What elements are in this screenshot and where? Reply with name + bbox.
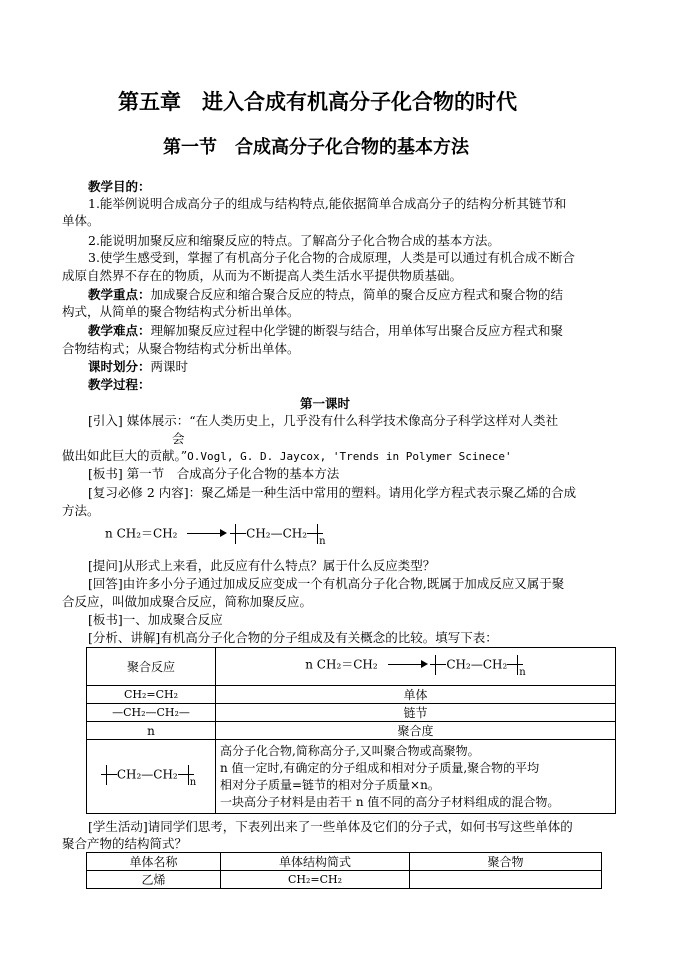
- goal-1-line-2: 单体。: [62, 213, 100, 228]
- row-ethylene-formula: CH₂=CH₂: [221, 871, 410, 889]
- cell-reaction-label: 聚合反应: [87, 648, 216, 686]
- intro-line-1: [引入] 媒体展示：“在人类历史上，几乎没有什么科学技术像高分子科学这样对人类社: [88, 413, 559, 428]
- concept-table: [86, 647, 616, 814]
- difficulties-text: 理解加聚反应过程中化学键的断裂与结合，用单体写出聚合反应方程式和聚: [150, 323, 564, 338]
- key-points: [88, 286, 563, 303]
- answer-line-2: 合反应，叫做加成聚合反应，简称加聚反应。: [62, 594, 313, 609]
- difficulties: [88, 322, 563, 339]
- eq-degree: n: [319, 535, 326, 547]
- polymerization-equation: [105, 524, 326, 547]
- cell-polymer-description: [216, 740, 616, 814]
- intro-line-1b: 会: [172, 431, 185, 446]
- goals-heading: 教学目的：: [88, 179, 151, 194]
- review-line-1: [复习必修 2 内容]：聚乙烯是一种生活中常用的塑料。请用化学方程式表示聚乙烯的合成: [88, 485, 577, 500]
- analysis-line: [分析、讲解]有机高分子化合物的分子组成及有关概念的比较。填写下表：: [88, 630, 498, 645]
- difficulties-line-2: 合物结构式；从聚合物结构式分析出单体。: [62, 341, 300, 356]
- cell-unit-term: 链节: [216, 704, 616, 722]
- header-monomer-name: 单体名称: [87, 853, 221, 871]
- reaction-arrow-icon: [187, 533, 225, 535]
- table-eq-unit: CH₂—CH₂: [446, 657, 508, 672]
- table-eq-coefficient: n: [305, 657, 313, 672]
- cell-left-bracket-icon: [106, 765, 117, 785]
- answer-line-1: [回答]由许多小分子通过加成反应变成一个有机高分子化合物,既属于加成反应又属于聚: [88, 576, 565, 591]
- question: [提问]从形式上来看，此反应有什么特点？属于什么反应类型？: [88, 558, 436, 573]
- cell-monomer-formula: CH₂=CH₂: [87, 686, 216, 704]
- cell-equation: [216, 648, 616, 686]
- cell-unit-formula: —CH₂—CH₂—: [87, 704, 216, 722]
- eq-monomer: CH₂＝CH₂: [116, 526, 178, 541]
- board-section-2: [板书]一、加成聚合反应: [88, 612, 223, 627]
- periods-value: 两课时: [150, 359, 189, 374]
- goal-2: 2.能说明加聚反应和缩聚反应的特点。了解高分子化合物合成的基本方法。: [88, 233, 500, 248]
- cell-n: n: [87, 722, 216, 740]
- periods-label: 课时划分：: [88, 359, 151, 374]
- header-polymer: 聚合物: [410, 853, 602, 871]
- chapter-title: 第五章 进入合成有机高分子化合物的时代: [118, 90, 517, 114]
- intro-line-2: [62, 447, 512, 465]
- activity-line-1: [学生活动]请同学们思考，下表列出来了一些单体及它们的分子式，如何书写这些单体的: [88, 819, 573, 834]
- desc-line-2: n 值一定时,有确定的分子组成和相对分子质量,聚合物的平均: [220, 760, 540, 775]
- eq-coefficient: n: [105, 526, 113, 541]
- desc-line-1: 高分子化合物,简称高分子,又叫聚合物或高聚物。: [220, 743, 480, 758]
- cell-right-bracket-icon: [178, 765, 189, 785]
- cell-polymer-formula: [87, 740, 216, 814]
- table-left-bracket-icon: [435, 655, 446, 675]
- intro-quote-end: 做出如此巨大的贡献。”: [62, 448, 188, 463]
- key-points-text: 加成聚合反应和缩合聚合反应的特点，简单的聚合反应方程式和聚合物的结: [150, 287, 564, 302]
- right-bracket-icon: [307, 524, 318, 544]
- desc-line-3: 相对分子质量=链节的相对分子质量×n。: [220, 777, 440, 792]
- goal-3-line-2: 成原自然界不存在的物质，从而为不断提高人类生活水平提供物质基础。: [62, 268, 463, 283]
- section-title: 第一节 合成高分子化合物的基本方法: [163, 137, 469, 158]
- desc-line-4: 一块高分子材料是由若干 n 值不同的高分子材料组成的混合物。: [220, 794, 560, 809]
- board-section-1: [板书] 第一节 合成高分子化合物的基本方法: [88, 466, 340, 481]
- left-bracket-icon: [235, 524, 246, 544]
- table-right-bracket-icon: [507, 655, 518, 675]
- goal-3-line-1: 3.使学生感受到，掌握了有机高分子化合物的合成原理，人类是可以通过有机合成不断合: [88, 250, 575, 265]
- intro-citation: O.Vogl, G. D. Jaycox, 'Trends in Polymer Scinece': [187, 450, 512, 463]
- activity-line-2: 聚合产物的结构简式？: [62, 836, 188, 851]
- key-points-line-2: 构式，从简单的聚合物结构式分析出单体。: [62, 304, 300, 319]
- row-ethylene-name: 乙烯: [87, 871, 221, 889]
- goal-1-line-1: 1.能举例说明合成高分子的组成与结构特点,能依据简单合成高分子的结构分析其链节和: [88, 196, 567, 211]
- monomer-table: [86, 852, 602, 889]
- cell-polymer-degree: n: [189, 776, 197, 788]
- cell-polymer-unit: CH₂—CH₂: [116, 767, 178, 782]
- table-eq-degree: n: [519, 666, 526, 678]
- difficulties-label: 教学难点：: [88, 323, 151, 338]
- eq-repeat-unit: CH₂—CH₂: [246, 526, 308, 541]
- periods: [88, 358, 188, 375]
- lesson-title: 第一课时: [300, 396, 351, 411]
- review-line-2: 方法。: [62, 503, 100, 518]
- row-ethylene-polymer: [410, 871, 602, 889]
- key-points-label: 教学重点：: [88, 287, 151, 302]
- process-heading: 教学过程：: [88, 377, 151, 392]
- header-monomer-formula: 单体结构简式: [221, 853, 410, 871]
- table-arrow-icon: [388, 664, 426, 666]
- table-eq-monomer: CH₂＝CH₂: [316, 657, 378, 672]
- cell-degree-term: 聚合度: [216, 722, 616, 740]
- cell-monomer-term: 单体: [216, 686, 616, 704]
